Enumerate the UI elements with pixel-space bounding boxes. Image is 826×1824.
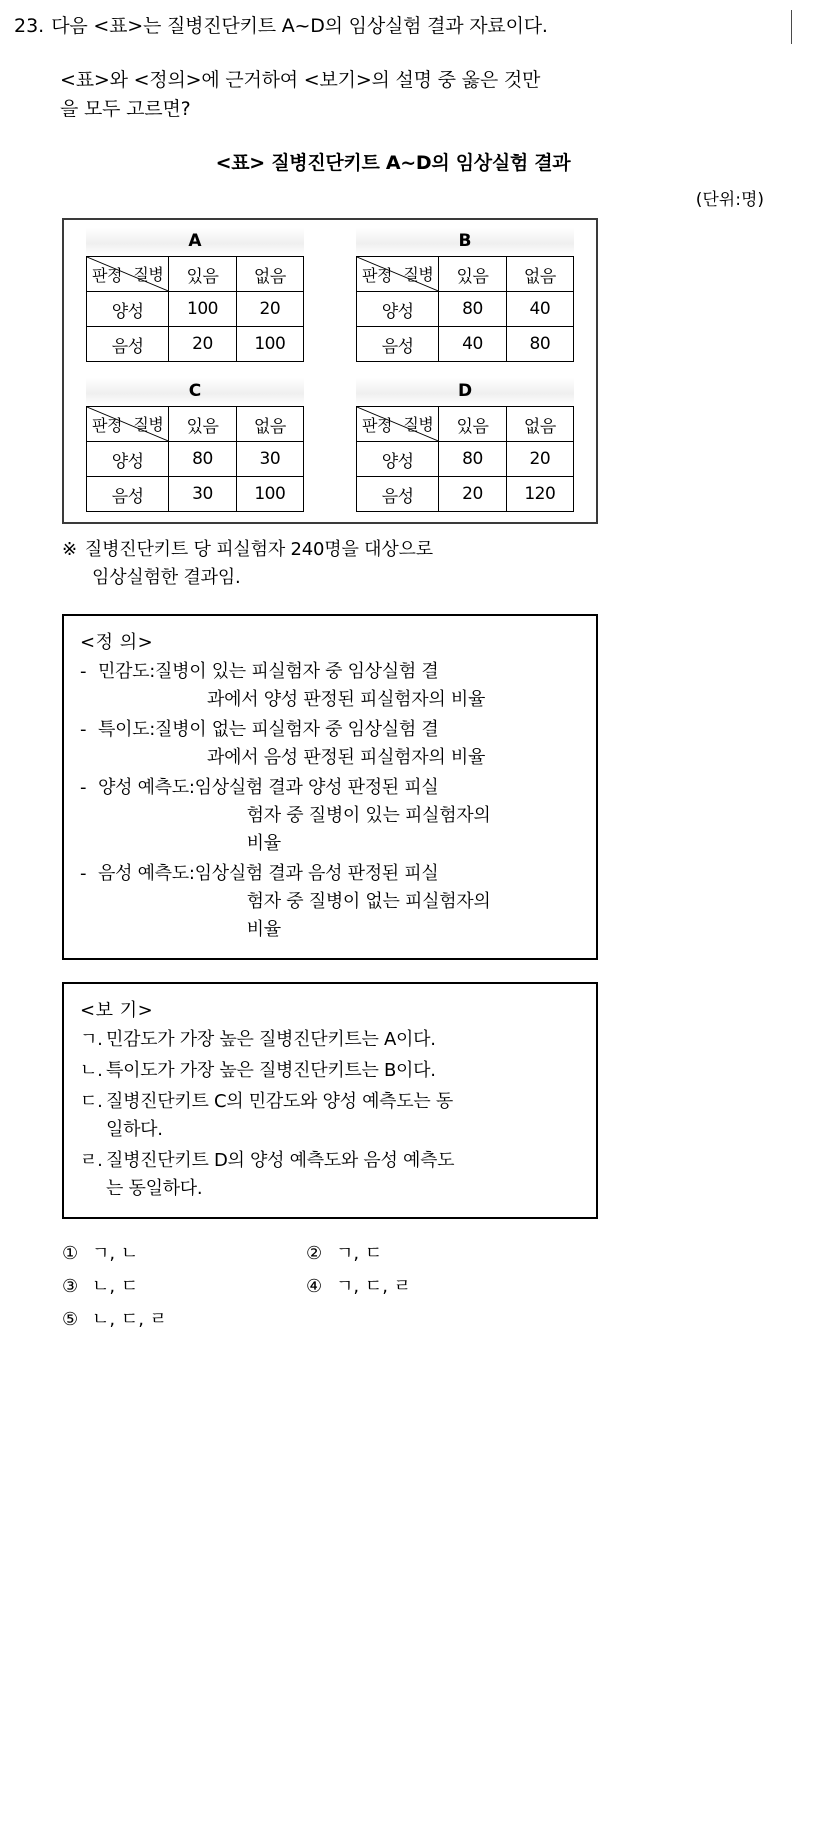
column-header-present: 있음	[439, 257, 506, 292]
footnote-line-2: 임상실험한 결과임.	[92, 567, 241, 588]
question-stem: 다음 <표>는 질병진단키트 A~D의 임상실험 결과 자료이다.	[51, 15, 548, 37]
cell-b-positive-absent: 40	[506, 292, 573, 327]
definition-line: 험자 중 질병이 없는 피실험자의	[246, 891, 491, 912]
choice-row-1	[62, 1237, 826, 1270]
bogi-marker: ㄱ.	[80, 1029, 103, 1050]
corner-verdict-label: 판정	[362, 266, 392, 285]
cell-d-negative-absent: 120	[506, 477, 573, 512]
definition-line: 비율	[246, 919, 281, 940]
question-number: 23.	[14, 15, 45, 37]
definition-line: 임상실험 결과 음성 판정된 피실	[194, 863, 439, 884]
choice-number-5: ⑤	[62, 1309, 79, 1330]
column-header-present: 있음	[169, 257, 236, 292]
row-header-negative: 음성	[357, 327, 439, 362]
answer-choice-2[interactable]	[306, 1237, 382, 1270]
choice-row-3	[62, 1303, 826, 1336]
corner-disease-label: 질병	[403, 415, 434, 434]
choice-number-4: ④	[306, 1276, 323, 1297]
definition-term: 양성 예측도:	[98, 777, 195, 798]
answer-choice-1[interactable]	[62, 1237, 306, 1270]
answer-choice-4[interactable]	[306, 1270, 411, 1303]
column-header-present: 있음	[169, 407, 236, 442]
column-header-absent: 없음	[236, 257, 303, 292]
definition-line: 과에서 양성 판정된 피실험자의 비율	[207, 689, 486, 710]
row-header-negative: 음성	[87, 327, 169, 362]
definition-dash-icon: -	[80, 661, 87, 682]
kit-row-bottom	[64, 378, 596, 512]
choice-number-3: ③	[62, 1276, 79, 1297]
choice-text-5: ㄴ, ㄷ, ㄹ	[92, 1309, 168, 1330]
answer-choices	[0, 1237, 826, 1336]
cell-d-positive-present: 80	[439, 442, 506, 477]
cell-d-positive-absent: 20	[506, 442, 573, 477]
row-header-negative: 음성	[357, 477, 439, 512]
definition-body	[195, 860, 491, 944]
bogi-item-d	[80, 1088, 584, 1144]
corner-verdict-label: 판정	[92, 266, 122, 285]
column-header-absent: 없음	[506, 257, 573, 292]
answer-choice-5[interactable]	[62, 1303, 306, 1336]
corner-disease-label: 질병	[133, 415, 164, 434]
bogi-statement	[106, 1147, 454, 1203]
table-row	[357, 327, 574, 362]
bogi-statement	[106, 1026, 436, 1054]
question-prompt	[0, 66, 826, 124]
table-footnote	[0, 536, 826, 592]
definitions-title: <정 의>	[80, 632, 154, 653]
corner-disease-label: 질병	[133, 265, 164, 284]
choice-text-2: ㄱ, ㄷ	[336, 1243, 383, 1264]
row-header-negative: 음성	[87, 477, 169, 512]
definition-line: 질병이 있는 피실험자 중 임상실험 결	[155, 661, 439, 682]
choice-text-3: ㄴ, ㄷ	[92, 1276, 139, 1297]
corner-header-cell	[87, 407, 169, 442]
kit-table-d	[356, 406, 574, 512]
kit-label-b: B	[356, 228, 574, 256]
column-header-present: 있음	[439, 407, 506, 442]
corner-disease-label: 질병	[403, 265, 434, 284]
bogi-statement	[106, 1088, 453, 1144]
bogi-item-g	[80, 1026, 584, 1054]
table-row	[87, 292, 304, 327]
choice-row-2	[62, 1270, 826, 1303]
table-caption: <표> 질병진단키트 A~D의 임상실험 결과	[215, 152, 571, 174]
table-header-row	[87, 257, 304, 292]
table-row	[357, 292, 574, 327]
definition-item-sensitivity	[80, 658, 584, 714]
question-header	[0, 0, 826, 40]
results-table-container	[62, 218, 598, 524]
bogi-item-r	[80, 1147, 584, 1203]
cell-a-negative-present: 20	[169, 327, 236, 362]
bogi-statement	[106, 1057, 436, 1085]
question-prompt-line-2: 을 모두 고르면?	[60, 98, 191, 120]
table-header-row	[87, 407, 304, 442]
cell-c-negative-present: 30	[169, 477, 236, 512]
cell-a-positive-present: 100	[169, 292, 236, 327]
definition-dash-icon: -	[80, 719, 87, 740]
definitions-box	[62, 614, 598, 960]
bogi-item-n	[80, 1057, 584, 1085]
definition-term: 민감도:	[98, 661, 156, 682]
definition-item-specificity	[80, 716, 584, 772]
kit-table-c	[86, 406, 304, 512]
bogi-title: <보 기>	[80, 1000, 154, 1021]
definition-item-npv	[80, 860, 584, 944]
bogi-line: 일하다.	[106, 1119, 163, 1140]
definition-dash-icon: -	[80, 777, 87, 798]
question-prompt-line-1: <표>와 <정의>에 근거하여 <보기>의 설명 중 옳은 것만	[60, 69, 541, 91]
cell-c-negative-absent: 100	[236, 477, 303, 512]
choice-text-1: ㄱ, ㄴ	[92, 1243, 139, 1264]
table-header-row	[357, 407, 574, 442]
footnote-line-1: 질병진단키트 당 피실험자 240명을 대상으로	[84, 539, 433, 560]
column-header-absent: 없음	[236, 407, 303, 442]
cell-b-positive-present: 80	[439, 292, 506, 327]
choice-number-1: ①	[62, 1243, 79, 1264]
definition-body	[155, 716, 485, 772]
corner-header-cell	[357, 407, 439, 442]
bogi-marker: ㄴ.	[80, 1060, 103, 1081]
table-row	[87, 327, 304, 362]
bogi-box	[62, 982, 598, 1219]
table-row	[357, 477, 574, 512]
table-unit-label: (단위:명)	[695, 190, 764, 210]
bogi-line: 민감도가 가장 높은 질병진단키트는 A이다.	[106, 1029, 436, 1050]
corner-verdict-label: 판정	[92, 416, 122, 435]
row-header-positive: 양성	[87, 442, 169, 477]
answer-choice-3[interactable]	[62, 1270, 306, 1303]
kit-table-a	[86, 256, 304, 362]
bogi-line: 는 동일하다.	[106, 1178, 203, 1199]
definition-dash-icon: -	[80, 863, 87, 884]
definition-line: 비율	[246, 833, 281, 854]
cell-b-negative-absent: 80	[506, 327, 573, 362]
table-row	[87, 477, 304, 512]
corner-header-cell	[87, 257, 169, 292]
definition-line: 임상실험 결과 양성 판정된 피실	[194, 777, 439, 798]
bogi-marker: ㄹ.	[80, 1150, 103, 1171]
definition-term: 특이도:	[98, 719, 156, 740]
kit-label-a: A	[86, 228, 304, 256]
cell-b-negative-present: 40	[439, 327, 506, 362]
choice-text-4: ㄱ, ㄷ, ㄹ	[336, 1276, 412, 1297]
row-header-positive: 양성	[357, 442, 439, 477]
definition-line: 질병이 없는 피실험자 중 임상실험 결	[155, 719, 439, 740]
bogi-marker: ㄷ.	[80, 1091, 103, 1112]
kit-block-c	[86, 378, 304, 512]
definition-line: 과에서 음성 판정된 피실험자의 비율	[207, 747, 486, 768]
corner-verdict-label: 판정	[362, 416, 392, 435]
table-row	[357, 442, 574, 477]
cell-c-positive-present: 80	[169, 442, 236, 477]
kit-block-d	[356, 378, 574, 512]
table-row	[87, 442, 304, 477]
choice-number-2: ②	[306, 1243, 323, 1264]
definition-body	[155, 658, 485, 714]
footnote-mark-icon: ※	[62, 539, 77, 560]
row-header-positive: 양성	[357, 292, 439, 327]
cell-a-negative-absent: 100	[236, 327, 303, 362]
definition-line: 험자 중 질병이 있는 피실험자의	[246, 805, 491, 826]
bogi-line: 특이도가 가장 높은 질병진단키트는 B이다.	[106, 1060, 436, 1081]
row-header-positive: 양성	[87, 292, 169, 327]
cell-a-positive-absent: 20	[236, 292, 303, 327]
definition-term: 음성 예측도:	[98, 863, 195, 884]
kit-block-a	[86, 228, 304, 362]
table-header-row	[357, 257, 574, 292]
definition-item-ppv	[80, 774, 584, 858]
cell-d-negative-present: 20	[439, 477, 506, 512]
kit-label-c: C	[86, 378, 304, 406]
kit-row-top	[64, 228, 596, 362]
definition-body	[195, 774, 491, 858]
kit-table-b	[356, 256, 574, 362]
column-header-absent: 없음	[506, 407, 573, 442]
kit-label-d: D	[356, 378, 574, 406]
page-edge-rule	[791, 10, 792, 44]
kit-block-b	[356, 228, 574, 362]
cell-c-positive-absent: 30	[236, 442, 303, 477]
bogi-line: 질병진단키트 D의 양성 예측도와 음성 예측도	[106, 1150, 455, 1171]
corner-header-cell	[357, 257, 439, 292]
bogi-line: 질병진단키트 C의 민감도와 양성 예측도는 동	[106, 1091, 453, 1112]
